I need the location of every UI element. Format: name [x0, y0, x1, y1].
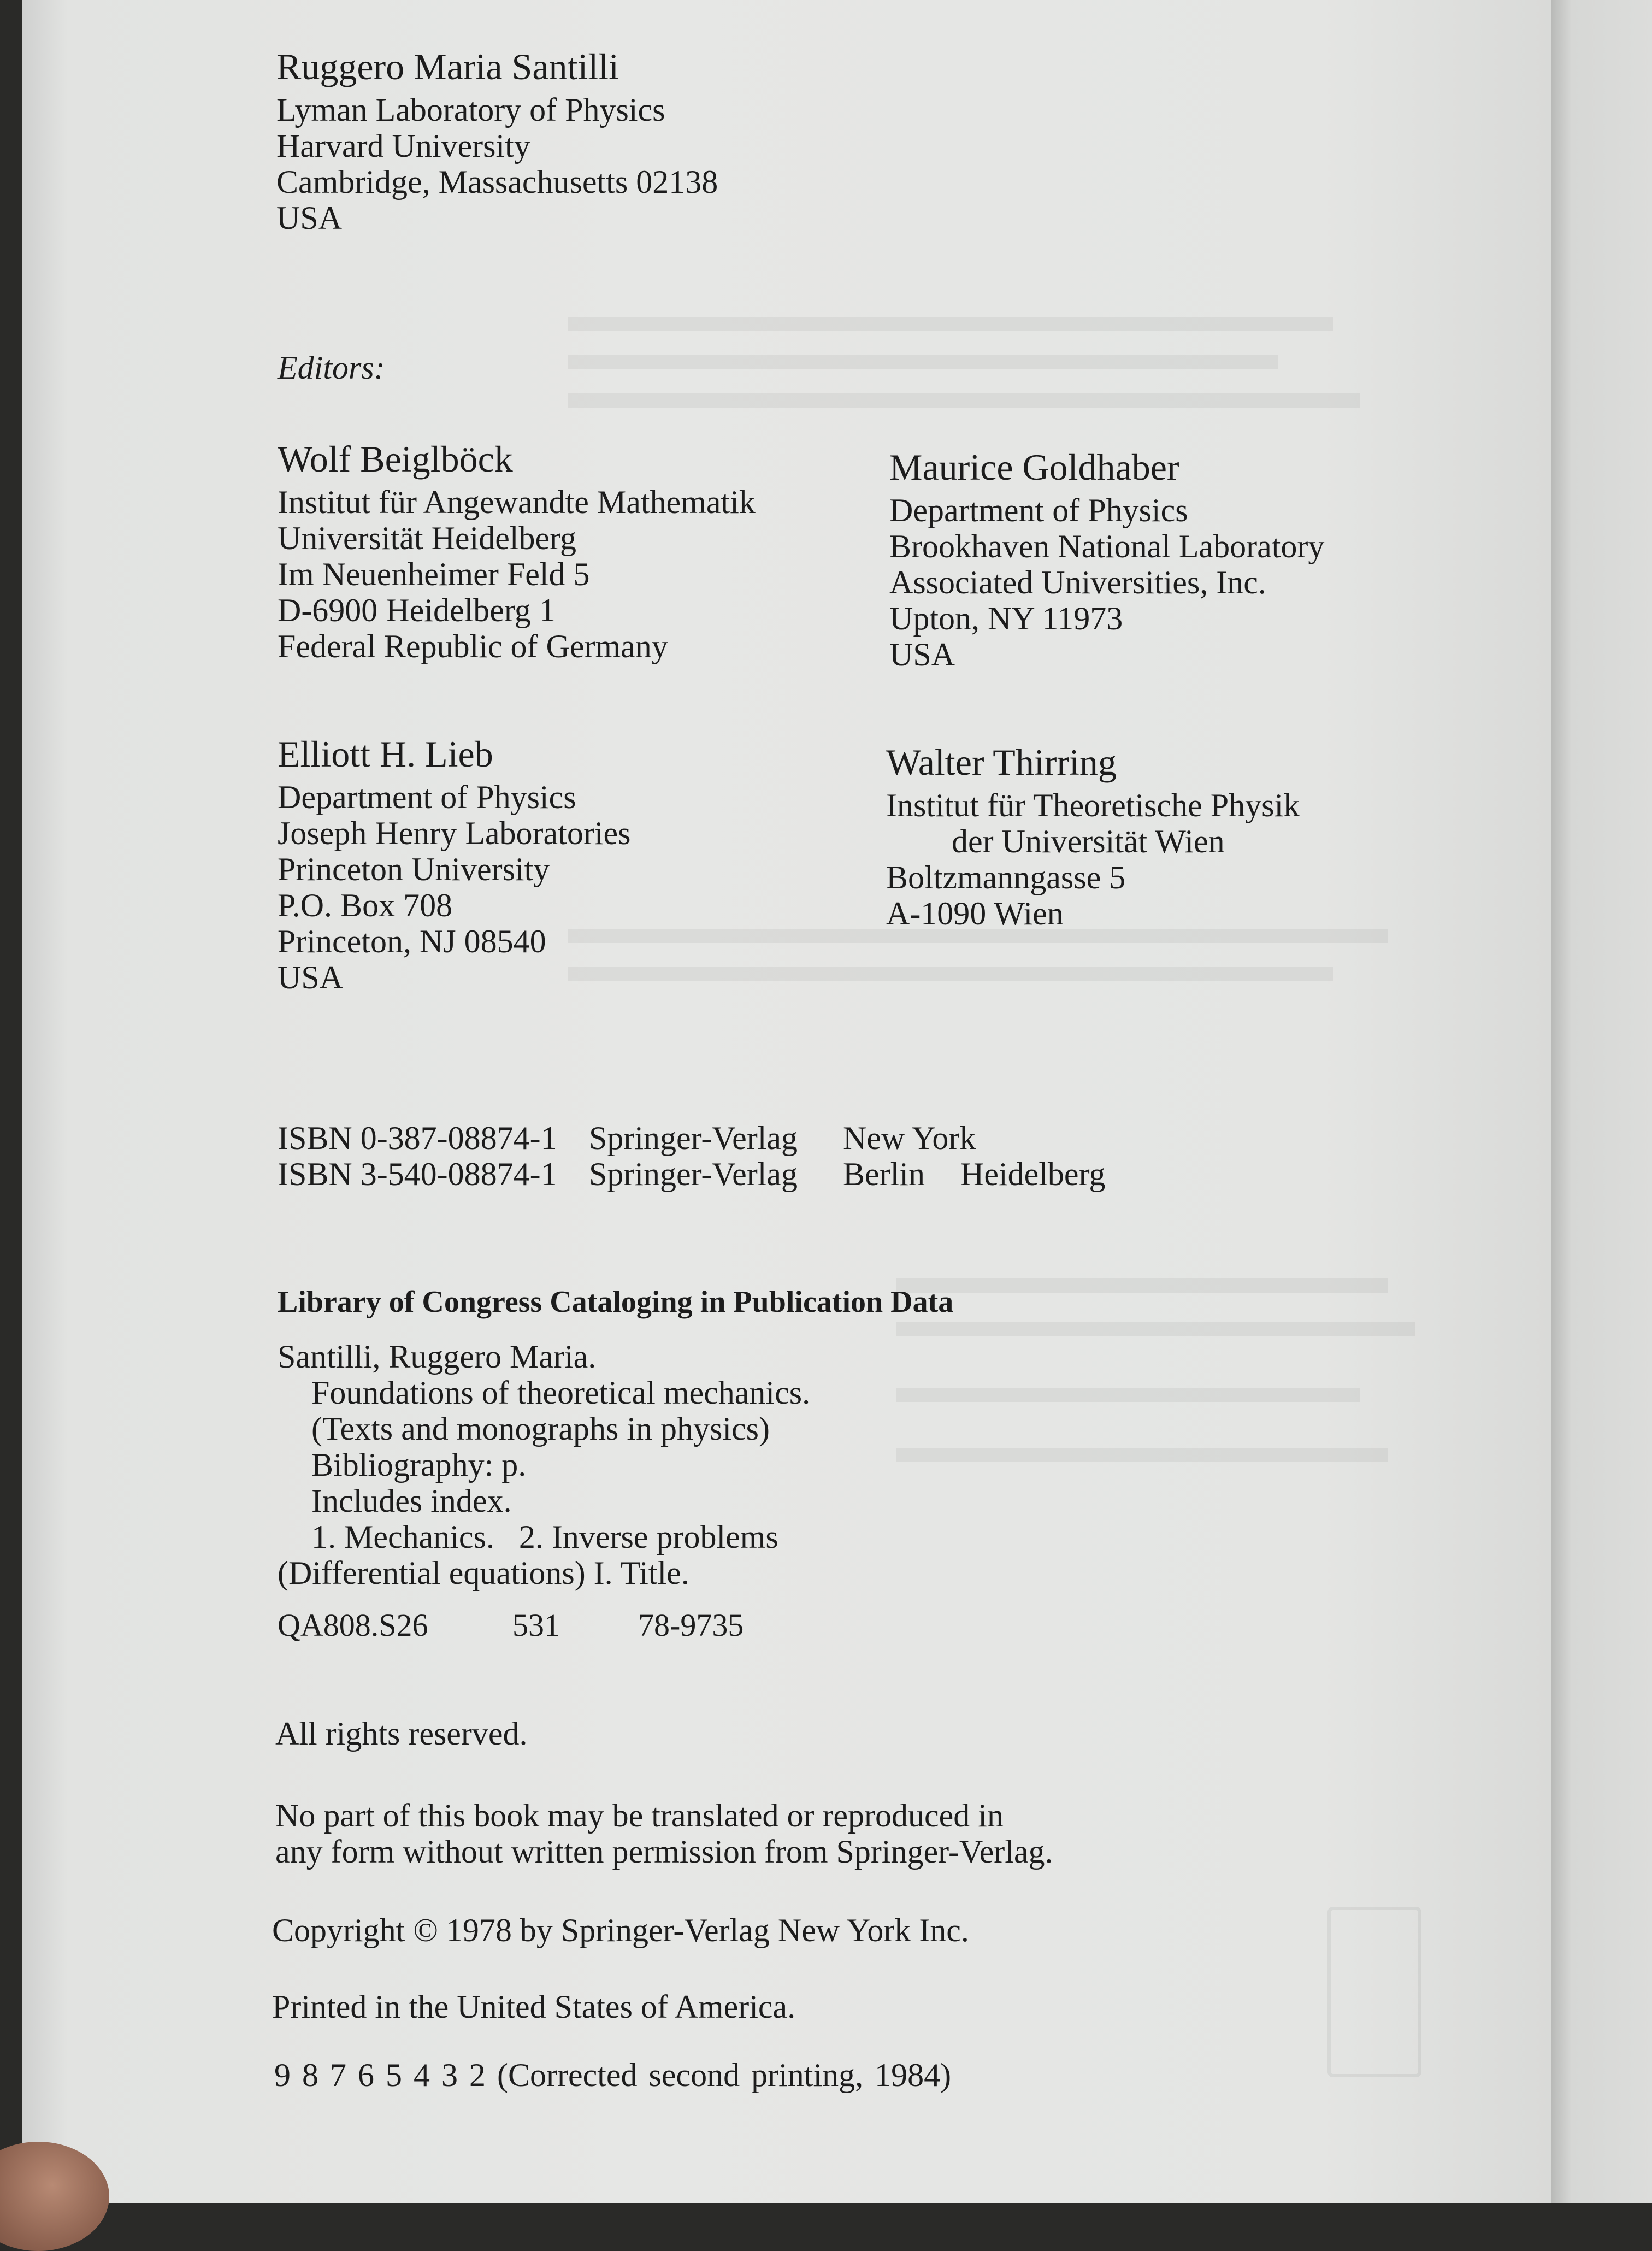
editor-block [278, 437, 756, 664]
editor-name: Wolf Beiglböck [278, 438, 513, 480]
show-through-line [568, 967, 1333, 981]
editors-heading-block [278, 350, 385, 386]
editor-address-line: Boltzmanngasse 5 [886, 859, 1126, 895]
show-through-line [896, 1448, 1388, 1462]
author-address-line: Cambridge, Massachusetts 02138 [276, 164, 718, 200]
editor-address-line: D-6900 Heidelberg 1 [278, 592, 556, 628]
show-through-line [568, 393, 1360, 408]
isbn-city: New York [843, 1120, 976, 1156]
author-address-line: Harvard University [276, 128, 530, 164]
editors-heading: Editors: [278, 350, 385, 386]
printed-text: Printed in the United States of America. [272, 1989, 796, 2025]
cataloging-block [278, 1284, 953, 1643]
editor-name: Walter Thirring [886, 741, 1117, 783]
editor-address-line: USA [889, 637, 955, 673]
book-page [22, 0, 1551, 2203]
editor-address-line: Institut für Theoretische Physik [886, 787, 1300, 823]
isbn-city: Berlin [843, 1156, 925, 1192]
lccn-number: 78-9735 [638, 1607, 744, 1643]
call-number: QA808.S26 [278, 1607, 428, 1643]
editor-block [886, 740, 1300, 932]
show-through-line [568, 355, 1278, 369]
author-block [276, 45, 718, 236]
editor-block [889, 445, 1324, 673]
show-through-line [568, 317, 1333, 331]
author-name: Ruggero Maria Santilli [276, 46, 620, 87]
cataloging-line: (Texts and monographs in physics) [311, 1411, 770, 1447]
cataloging-line: 1. Mechanics. 2. Inverse problems [311, 1519, 778, 1555]
facing-page-edge [1551, 0, 1652, 2203]
cataloging-continuation: (Differential equations) I. Title. [278, 1555, 689, 1591]
editor-address-line: der Universität Wien [952, 823, 1225, 859]
show-through-line [896, 1278, 1388, 1293]
printing-block [274, 2057, 951, 2093]
author-address-line: USA [276, 200, 343, 236]
editor-name: Maurice Goldhaber [889, 446, 1179, 488]
isbn-row [278, 1156, 1105, 1192]
cataloging-heading: Library of Congress Cataloging in Publication Data [278, 1285, 954, 1319]
editor-address-line: Princeton University [278, 851, 550, 887]
editor-address-line: Department of Physics [278, 779, 576, 815]
show-through-line [896, 1388, 1360, 1402]
dewey-number: 531 [512, 1607, 560, 1643]
editor-address-line: Department of Physics [889, 492, 1188, 528]
rights-text: All rights reserved. [275, 1716, 528, 1752]
printing-line: 9 8 7 6 5 4 3 2 (Corrected second printing, 1984) [274, 2057, 952, 2093]
isbn-row [278, 1120, 1105, 1156]
cataloging-line: Includes index. [311, 1483, 512, 1519]
editor-address-line: Im Neuenheimer Feld 5 [278, 556, 590, 592]
cataloging-line: Bibliography: p. [311, 1447, 527, 1483]
isbn-publisher: Springer-Verlag [589, 1120, 798, 1156]
rights-block [275, 1716, 528, 1752]
isbn-number: ISBN 3-540-08874-1 [278, 1156, 557, 1192]
copyright-block [272, 1912, 969, 1948]
editor-address-line: A-1090 Wien [886, 895, 1064, 932]
cataloging-line: Foundations of theoretical mechanics. [311, 1375, 811, 1411]
editor-address-line: P.O. Box 708 [278, 887, 453, 923]
reproduction-line: No part of this book may be translated or reproduced in [275, 1798, 1004, 1834]
isbn-city-2: Heidelberg [960, 1156, 1106, 1192]
editor-address-line: Brookhaven National Laboratory [889, 528, 1325, 564]
editor-address-line: Associated Universities, Inc. [889, 564, 1266, 600]
editor-address-line: Universität Heidelberg [278, 520, 577, 556]
show-through-line [896, 1322, 1415, 1336]
cataloging-numbers-row [278, 1607, 953, 1643]
editor-address-line: Upton, NY 11973 [889, 600, 1123, 637]
reproduction-line: any form without written permission from Springer-Verlag. [275, 1834, 1053, 1870]
cataloging-author-entry: Santilli, Ruggero Maria. [278, 1339, 597, 1375]
reproduction-block [275, 1798, 1053, 1870]
isbn-block [278, 1120, 1105, 1192]
author-address-line: Lyman Laboratory of Physics [276, 92, 665, 128]
show-through-logo [1328, 1907, 1421, 2077]
editor-address-line: Joseph Henry Laboratories [278, 815, 631, 851]
editor-address-line: Federal Republic of Germany [278, 628, 668, 664]
isbn-publisher: Springer-Verlag [589, 1156, 798, 1192]
editor-address-line: USA [278, 959, 344, 995]
editor-address-line: Institut für Angewandte Mathematik [278, 484, 756, 520]
editor-block [278, 732, 630, 995]
printed-block [272, 1989, 795, 2025]
copyright-text: Copyright © 1978 by Springer-Verlag New York Inc. [272, 1912, 969, 1948]
editor-name: Elliott H. Lieb [278, 733, 493, 775]
editor-address-line: Princeton, NJ 08540 [278, 923, 546, 959]
isbn-number: ISBN 0-387-08874-1 [278, 1120, 557, 1156]
